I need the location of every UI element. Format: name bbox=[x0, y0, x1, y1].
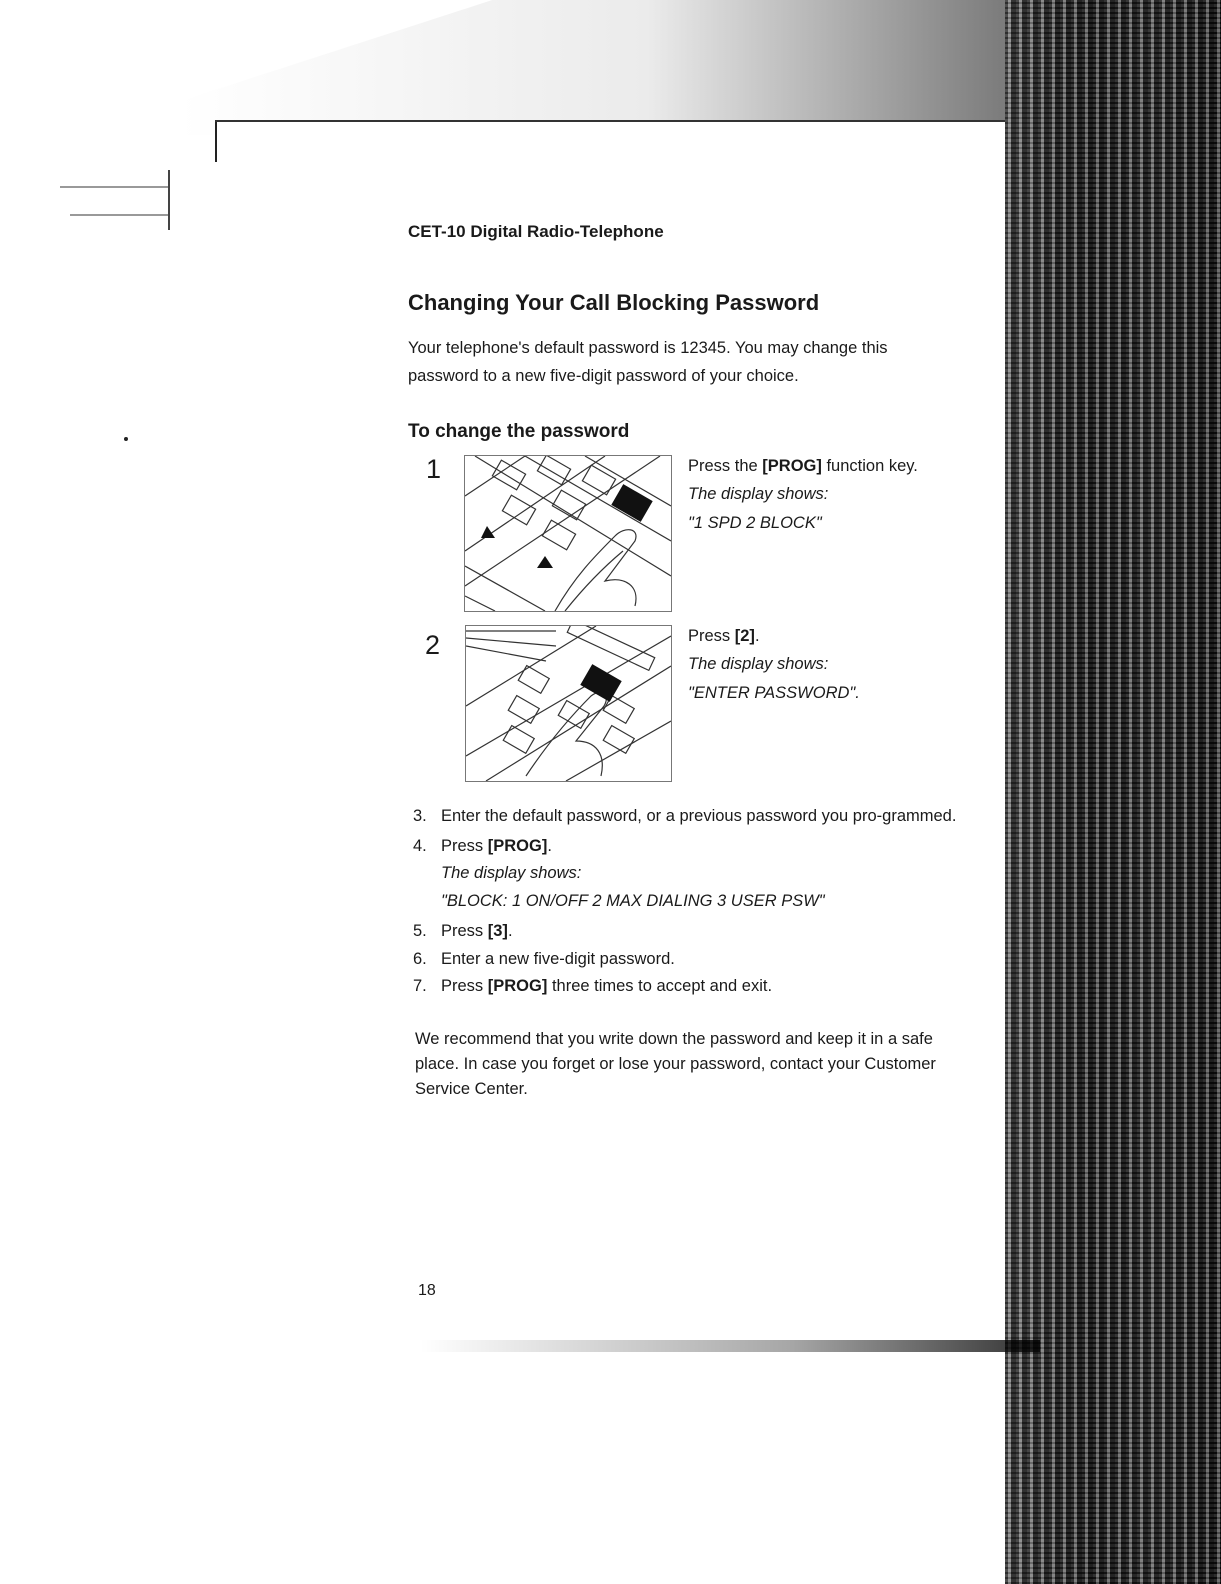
step-1-press-prefix: Press the bbox=[688, 457, 763, 475]
list-prefix: Press bbox=[441, 836, 488, 855]
page-edge bbox=[215, 122, 217, 162]
step-number: 1 bbox=[426, 454, 442, 484]
key-3-label: [3] bbox=[487, 921, 508, 940]
prog-key-label: [PROG] bbox=[762, 457, 822, 475]
list-text: Enter the default password, or a previous password you pro-grammed. bbox=[441, 807, 957, 825]
list-suffix: . bbox=[507, 921, 513, 940]
list-number: 6. bbox=[413, 949, 427, 968]
prog-key-label: [PROG] bbox=[487, 836, 548, 855]
step-1-text bbox=[688, 452, 938, 537]
list-text: Enter a new five-digit password. bbox=[441, 949, 675, 968]
list-number: 5. bbox=[413, 921, 427, 940]
display-value: "ENTER PASSWORD". bbox=[688, 683, 860, 702]
procedure-heading: To change the password bbox=[408, 421, 630, 442]
steps-list bbox=[413, 803, 983, 1001]
list-item bbox=[413, 973, 983, 1001]
section-heading: Changing Your Call Blocking Password bbox=[408, 290, 820, 315]
list-item bbox=[413, 918, 983, 946]
intro-paragraph: Your telephone's default password is 12345. You may change this password to a new five-digit password of your choice. bbox=[408, 339, 888, 386]
list-suffix: . bbox=[547, 836, 552, 855]
keypad-illustration-prog bbox=[464, 455, 672, 612]
step-number: 2 bbox=[425, 630, 441, 660]
outro-paragraph: We recommend that you write down the password and keep it in a safe place. In case you forget or lose your password, contact your Customer Service Center. bbox=[415, 1030, 936, 1098]
display-value: "1 SPD 2 BLOCK" bbox=[688, 513, 822, 532]
scan-marks-left bbox=[60, 170, 170, 230]
list-prefix: Press bbox=[441, 977, 488, 996]
step-2-press-suffix: . bbox=[754, 627, 760, 645]
page-number: 18 bbox=[418, 1282, 436, 1299]
list-number: 7. bbox=[413, 977, 427, 996]
display-label: The display shows: bbox=[441, 864, 582, 883]
list-item bbox=[413, 803, 983, 831]
display-label: The display shows: bbox=[688, 655, 829, 674]
list-number: 3. bbox=[413, 807, 427, 825]
list-suffix: three times to accept and exit. bbox=[547, 977, 773, 996]
list-item bbox=[413, 833, 983, 916]
step-2-press-prefix: Press bbox=[688, 627, 735, 645]
prog-key-label: [PROG] bbox=[487, 977, 548, 996]
display-label: The display shows: bbox=[688, 485, 829, 504]
keypad-illustration-2 bbox=[465, 625, 672, 782]
list-number: 4. bbox=[413, 836, 427, 855]
page-bottom-shadow bbox=[420, 1340, 1040, 1352]
scan-dot bbox=[124, 437, 128, 441]
display-value: "BLOCK: 1 ON/OFF 2 MAX DIALING 3 USER PSW" bbox=[441, 892, 825, 911]
step-1-press-suffix: function key. bbox=[821, 457, 918, 475]
list-prefix: Press bbox=[441, 921, 488, 940]
key-2-label: [2] bbox=[734, 627, 755, 645]
step-2-text bbox=[688, 622, 938, 707]
running-header: CET-10 Digital Radio-Telephone bbox=[408, 222, 664, 241]
list-item bbox=[413, 946, 983, 974]
